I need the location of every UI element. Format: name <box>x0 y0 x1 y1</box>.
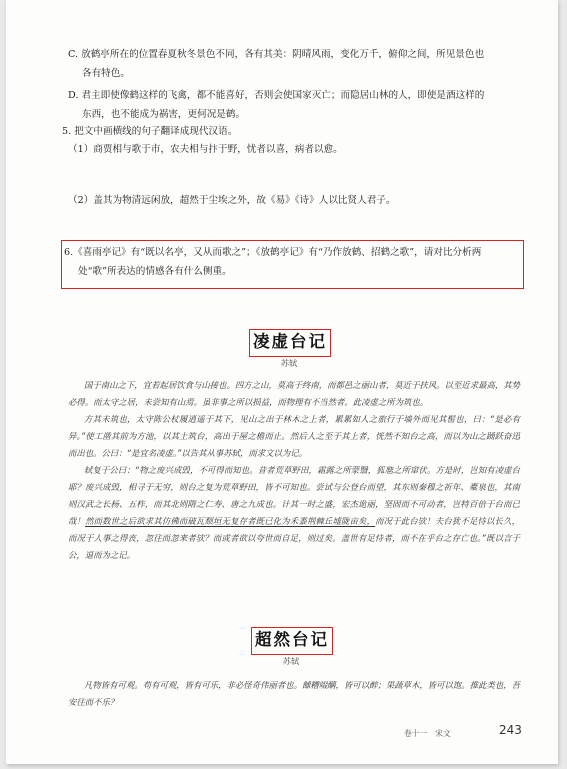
chaoran-body <box>68 677 520 711</box>
lingxu-body <box>68 377 520 564</box>
chaoran-title: 超然台记 <box>251 627 333 655</box>
option-d-line1: D. 君主即使像鹤这样的飞禽，都不能喜好，否则会使国家灭亡；而隐居山林的人，即使是酒这样的 <box>68 90 485 101</box>
question-6-line2: 处“歌”所表达的情感各有什么侧重。 <box>78 266 232 277</box>
option-c-line1: C. 放鹤亭所在的位置春夏秋冬景色不同，各有其美：阴晴风雨，变化万千，俯仰之间，所见景色也 <box>68 49 485 60</box>
option-c-line2: 各有特色。 <box>82 68 130 79</box>
question-5-item-2: （2）盖其为物清远闲放，超然于尘埃之外，故《易》《诗》人以比贤人君子。 <box>68 195 396 206</box>
lingxu-paragraph-2: 方其未筑也，太守陈公杖履逍遥于其下，见山之出于林木之上者，累累如人之旅行于墙外而见其髻也，曰：“是必有异。”使工凿其前为方池，以其土筑台，高出于屋之檐而止。然后人之至于其上者，恍然不知台之高，而以为山之踊跃奋迅而出也。公曰：“是宜名凌虚。”以告其从事苏轼，而求文以为记。 <box>68 414 520 458</box>
question-5-stem: 5. 把文中画横线的句子翻译成现代汉语。 <box>62 126 238 137</box>
document-page <box>6 0 558 764</box>
lingxu-paragraph-3 <box>68 462 520 564</box>
page-number: 243 <box>499 723 522 737</box>
footer-section-label: 卷十一 宋文 <box>404 729 451 738</box>
option-d-line2: 东西，也不能成为祸害，更何况是鹤。 <box>82 109 246 120</box>
lingxu-title: 凌虚台记 <box>249 329 331 357</box>
question-5-item-1: （1）商贾相与歌于市，农夫相与抃于野，忧者以喜，病者以愈。 <box>68 144 343 155</box>
question-6 <box>64 243 524 281</box>
lingxu-paragraph-3-part-b: 而况于此台欤！夫台犹不足恃以长久，而况于人事之得丧，忽往而忽来者欤？而或者欲以夸世而自足，则过矣。盖世有足恃者，而不在乎台之存亡也。”既以言于公，退而为之记。 <box>68 516 520 560</box>
lingxu-paragraph-1: 国于南山之下，宜若起居饮食与山接也。四方之山，莫高于终南，而都邑之丽山者，莫近于扶风。以至近求最高，其势必得。而太守之居，未尝知有山焉。虽非事之所以损益，而物理有不当然者。此凌虚之所为筑也。 <box>68 380 520 407</box>
question-6-line1: 6.《喜雨亭记》有“既以名亭，又从而歌之”；《放鹤亭记》有“乃作放鹤、招鹤之歌”，请对比分析两 <box>64 247 482 258</box>
lingxu-underlined-sentence: 然而数世之后欲求其仿佛而破瓦颓垣无复存者既已化为禾黍荆棘丘墟陇亩矣， <box>85 516 376 526</box>
chaoran-author: 苏轼 <box>282 656 300 666</box>
option-c <box>68 45 520 83</box>
chaoran-paragraph-1: 凡物皆有可观。苟有可观，皆有可乐，非必怪奇伟丽者也。餔糟啜醨，皆可以醉；果蔬草木，皆可以饱。推此类也，吾安往而不乐？ <box>68 680 520 707</box>
lingxu-paragraph-3-part-a: 轼复于公曰：“物之废兴成毁，不可得而知也。昔者荒草野田，霜露之所蒙翳，狐虺之所窜伏。方是时，岂知有凌虚台耶？废兴成毁，相寻于无穷，则台之复为荒草野田，皆不可知也。尝试与公登台而望，其东则秦穆之祈年、橐泉也，其南则汉武之长杨、五柞，而其北则隋之仁寿、唐之九成也。计其一时之盛，宏杰诡丽，坚固而不可动者，岂特百倍于台而已哉！ <box>68 465 520 526</box>
lingxu-author: 苏轼 <box>280 358 298 368</box>
option-d <box>68 86 520 124</box>
